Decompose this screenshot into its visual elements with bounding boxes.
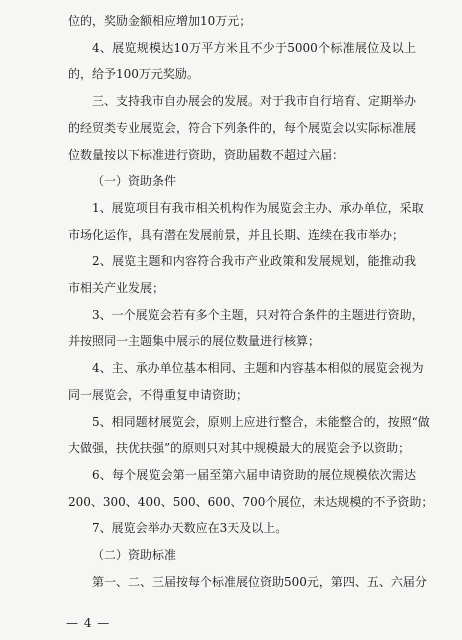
text-line: 4、展览规模达10万平方米且不少于5000个标准展位及以上: [92, 40, 416, 55]
text-line: 6、每个展览会第一届至第六届申请资助的展位规模依次需达: [92, 467, 416, 482]
text-line: 的经贸类专业展览会，符合下列条件的，每个展览会以实际标准展: [68, 120, 417, 135]
page-number: — 4 —: [66, 616, 111, 630]
text-line: 7、展览会举办天数应在3天及以上。: [92, 521, 288, 536]
text-line: 三、支持我市自办展会的发展。对于我市自行培育、定期举办: [92, 94, 417, 109]
text-line: 4、主、承办单位基本相同、主题和内容基本相似的展览会视为: [92, 361, 424, 376]
text-line: 同一展览会，不得重复申请资助；: [68, 387, 249, 402]
text-line: 大做强，扶优扶强”的原则只对其中规模最大的展览会予以资助；: [68, 441, 411, 456]
text-line: 3、一个展览会若有多个主题，只对符合条件的主题进行资助，: [92, 307, 424, 322]
text-line: 5、相同题材展览会，原则上应进行整合，未能整合的，按照“做: [92, 414, 430, 429]
text-line: 市相关产业发展；: [68, 281, 165, 295]
text-line: 市场化运作，具有潜在发展前景，并且长期、连续在我市举办；: [68, 227, 405, 242]
text-line: 位数量按以下标准进行资助，资助届数不超过六届：: [68, 147, 345, 162]
text-line: （一）资助条件: [92, 174, 177, 189]
text-line: 位的，奖励金额相应增加10万元；: [68, 14, 252, 28]
text-line: 第一、二、三届按每个标准展位资助500元，第四、五、六届分: [92, 574, 427, 589]
text-line: （二）资助标准: [92, 548, 177, 562]
text-line: 1、展览项目有我市相关机构作为展览会主办、承办单位，采取: [92, 200, 424, 215]
text-line: 200、300、400、500、600、700个展位，未达规模的不予资助；: [68, 494, 434, 509]
text-line: 并按照同一主题集中展示的展位数量进行核算；: [68, 334, 321, 349]
text-line: 2、展览主题和内容符合我市产业政策和发展规划，能推动我: [92, 254, 416, 269]
text-line: 的，给予100万元奖励。: [68, 67, 199, 82]
